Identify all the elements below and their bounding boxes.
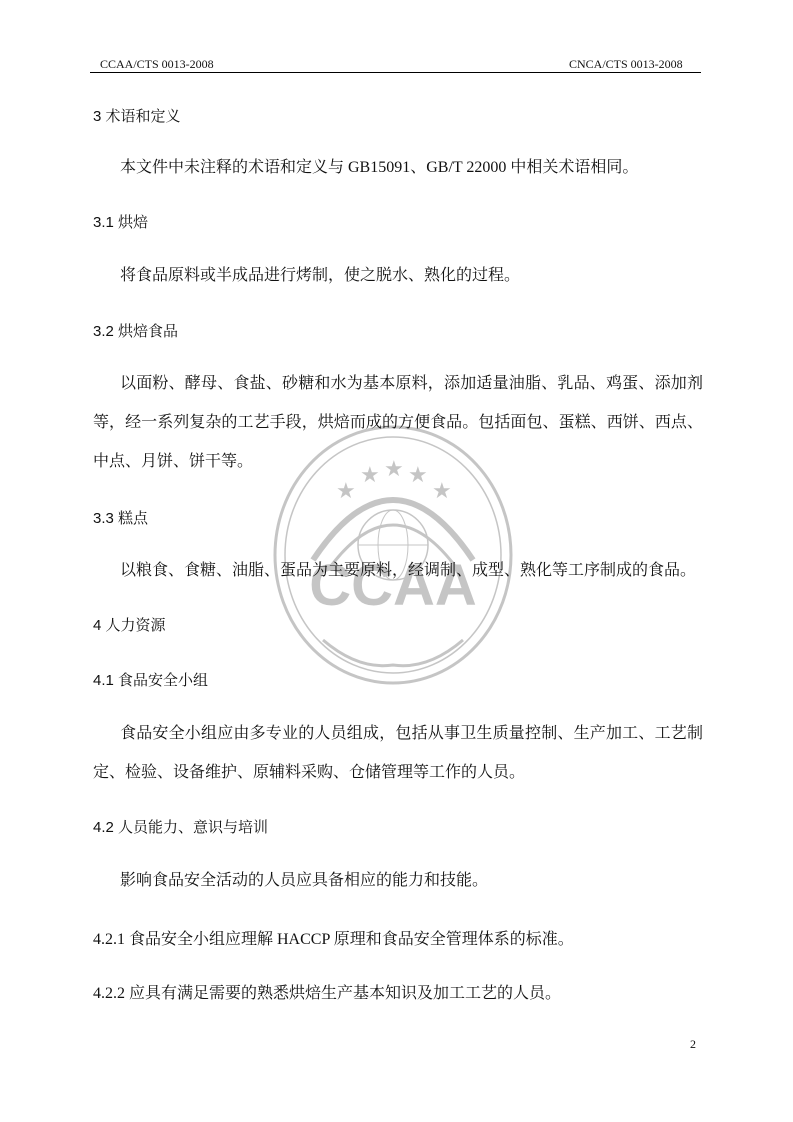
svg-text:★: ★	[360, 462, 380, 487]
svg-text:★: ★	[384, 456, 404, 481]
header-right-code: CNCA/CTS 0013-2008	[569, 57, 683, 71]
paragraph: 将食品原料或半成品进行烤制，使之脱水、熟化的过程。	[120, 267, 521, 284]
page-number: 2	[690, 1037, 696, 1051]
header-left-code: CCAA/CTS 0013-2008	[100, 57, 214, 71]
section-heading-4-2: 4.2 人员能力、意识与培训	[93, 819, 269, 836]
clause-4-2-1: 4.2.1 食品安全小组应理解 HACCP 原理和食品安全管理体系的标准。	[93, 931, 574, 948]
paragraph: 以面粉、酵母、食盐、砂糖和水为基本原料，添加适量油脂、乳品、鸡蛋、添加剂等，经一系列复杂的工艺手段，烘焙而成的方便食品。包括面包、蛋糕、西饼、西点、中点、月饼、饼干等。	[93, 375, 703, 470]
svg-text:★: ★	[336, 478, 356, 503]
paragraph: 本文件中未注释的术语和定义与 GB15091、GB/T 22000 中相关术语相同。	[120, 159, 639, 176]
section-heading-4-1: 4.1 食品安全小组	[93, 672, 209, 689]
svg-text:★: ★	[408, 462, 428, 487]
section-heading-3-2: 3.2 烘焙食品	[93, 323, 179, 340]
section-heading-3-1: 3.1 烘焙	[93, 214, 149, 231]
section-heading-3: 3 术语和定义	[93, 108, 181, 125]
paragraph: 以粮食、食糖、油脂、蛋品为主要原料，经调制、成型、熟化等工序制成的食品。	[120, 562, 697, 579]
section-heading-3-3: 3.3 糕点	[93, 510, 149, 527]
section-heading-4: 4 人力资源	[93, 617, 166, 634]
header-rule	[90, 72, 701, 73]
svg-text:CCAA: CCAA	[309, 553, 477, 618]
paragraph: 影响食品安全活动的人员应具备相应的能力和技能。	[120, 872, 489, 889]
svg-text:★: ★	[432, 478, 452, 503]
paragraph: 食品安全小组应由多专业的人员组成，包括从事卫生质量控制、生产加工、工艺制定、检验、设备维护、原辅料采购、仓储管理等工作的人员。	[93, 725, 703, 781]
clause-4-2-2: 4.2.2 应具有满足需要的熟悉烘焙生产基本知识及加工工艺的人员。	[93, 985, 562, 1002]
